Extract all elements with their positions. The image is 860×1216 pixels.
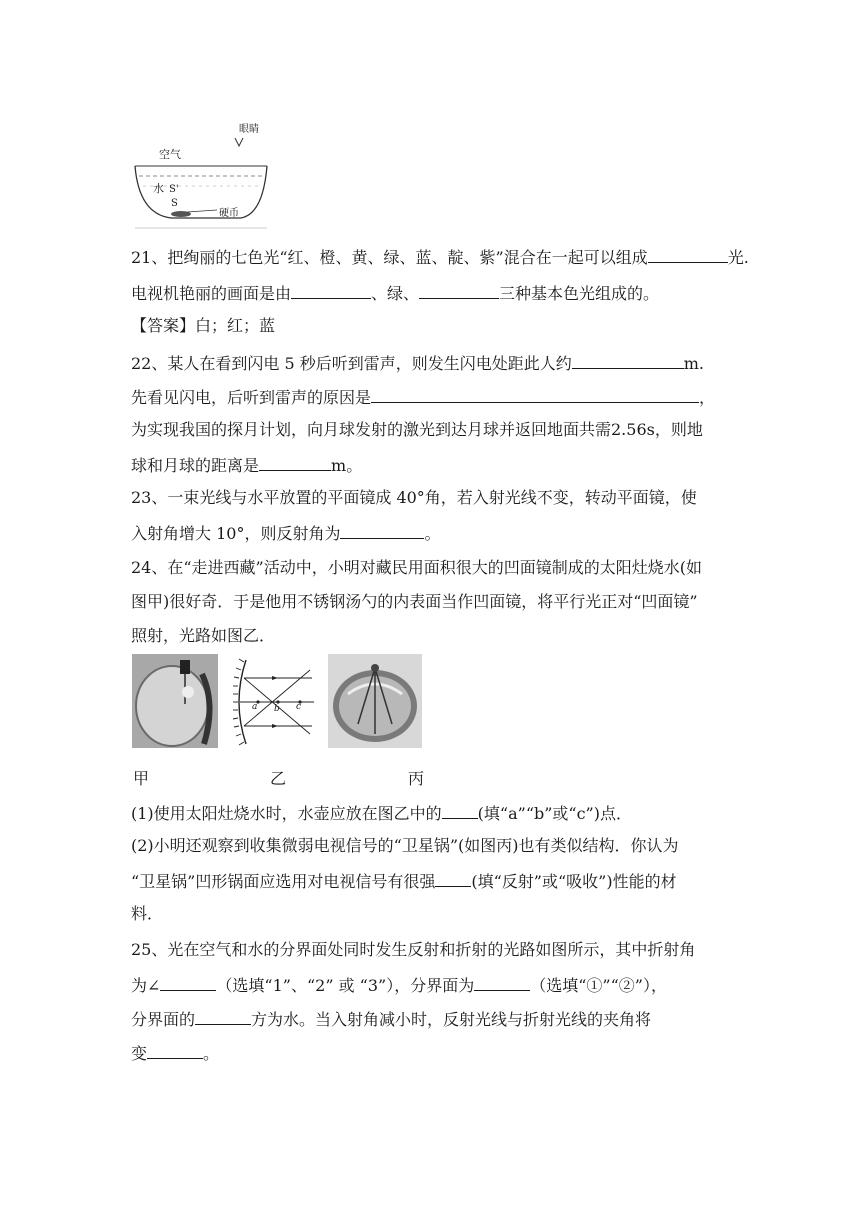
q25-text-4a: 变 <box>131 1044 148 1063</box>
q21-text-1-end: 光. <box>727 248 749 267</box>
q24-sub1 <box>131 802 632 824</box>
q25-blank-4[interactable] <box>147 1042 203 1059</box>
label-water: 水 <box>153 182 164 195</box>
q21-text-2a: 电视机艳丽的画面是由 <box>131 284 292 303</box>
fig-label-bing: 丙 <box>408 769 425 788</box>
q24-blank-1[interactable] <box>442 802 478 819</box>
q25-text-2a: 为∠ <box>131 976 161 995</box>
q25-line4 <box>131 1042 219 1064</box>
q21-text-2c: 三种基本色光组成的。 <box>499 284 660 303</box>
q21-line1 <box>131 246 749 268</box>
q22-text-1-end: m. <box>683 354 704 373</box>
point-c-label: c <box>296 702 302 712</box>
q22-line3: 为实现我国的探月计划，向月球发射的激光到达月球并返回地面共需2.56s，则地 <box>131 420 703 439</box>
ray-diagram <box>232 656 316 748</box>
q21-text-1: 21、把绚丽的七色光“红、橙、黄、绿、蓝、靛、紫”混合在一起可以组成 <box>131 248 648 267</box>
q25-line3 <box>131 1008 651 1030</box>
q23-line2 <box>131 522 440 544</box>
satellite-dish-photo <box>328 654 422 748</box>
q24-sub2-text-b: (填“反射”或“吸收”)性能的材 <box>471 872 677 891</box>
coin-in-water-figure <box>131 118 271 230</box>
q25-blank-2[interactable] <box>474 974 530 991</box>
q25-line2 <box>131 974 667 996</box>
q22-blank-1[interactable] <box>572 352 684 369</box>
q21-blank-1[interactable] <box>648 246 728 263</box>
concave-mirror-diagram <box>232 656 316 748</box>
q22-text-1: 22、某人在看到闪电 5 秒后听到雷声，则发生闪电处距此人约 <box>131 354 572 373</box>
label-coin: 硬币 <box>219 208 239 219</box>
q25-blank-1[interactable] <box>160 974 216 991</box>
q23-text-2: 入射角增大 10°，则反射角为 <box>131 524 341 543</box>
q24-line2: 图甲)很好奇．于是他用不锈钢汤勺的内表面当作凹面镜，将平行光正对“凹面镜” <box>131 592 698 611</box>
q22-blank-2[interactable] <box>371 386 699 403</box>
q21-blank-2[interactable] <box>291 282 371 299</box>
q25-text-4-end: 。 <box>203 1044 220 1063</box>
q22-text-2-end: ， <box>699 388 716 407</box>
q25-text-2b: （选填“1”、“2” 或 “3”），分界面为 <box>216 976 475 995</box>
q21-line2 <box>131 282 659 304</box>
q25-blank-3[interactable] <box>195 1008 251 1025</box>
q22-text-4: 球和月球的距离是 <box>131 456 260 475</box>
q22-line1 <box>131 352 704 374</box>
fig-label-yi: 乙 <box>270 769 287 788</box>
point-b-label: b <box>274 704 280 714</box>
q23-text-2-end: 。 <box>424 524 441 543</box>
point-a-label: a <box>252 702 258 712</box>
q25-text-3b: 方为水。当入射角减小时，反射光线与折射光线的夹角将 <box>251 1010 652 1029</box>
q22-blank-3[interactable] <box>259 454 331 471</box>
q24-line3: 照射，光路如图乙． <box>131 626 276 645</box>
q22-text-2: 先看见闪电，后听到雷声的原因是 <box>131 388 372 407</box>
solar-cooker-photo <box>132 654 218 748</box>
label-s-prime: S' <box>169 184 179 195</box>
label-eye: 眼睛 <box>239 124 259 135</box>
solar-cooker-illustration <box>132 654 218 748</box>
q24-sub2-text-a: “卫星锅”凹形锅面应选用对电视信号有很强 <box>131 872 436 891</box>
q23-line1: 23、一束光线与水平放置的平面镜成 40°角，若入射光线不变，转动平面镜，使 <box>131 488 697 507</box>
q24-sub1-text-a: (1)使用太阳灶烧水时，水壶应放在图乙中的 <box>131 804 442 823</box>
q24-sub1-text-b: (填“a”“b”或“c”)点． <box>477 804 632 823</box>
label-s: S <box>171 198 178 209</box>
q24-blank-2[interactable] <box>435 870 471 887</box>
q24-line1: 24、在“走进西藏”活动中，小明对藏民用面积很大的凹面镜制成的太阳灶烧水(如 <box>131 558 702 577</box>
q23-blank-1[interactable] <box>340 522 424 539</box>
q21-answer: 【答案】白；红；蓝 <box>131 316 276 335</box>
q22-line2 <box>131 386 715 408</box>
q21-blank-3[interactable] <box>419 282 499 299</box>
q21-text-2b: 、绿、 <box>371 284 420 303</box>
q24-sub2-line2 <box>131 870 677 892</box>
label-air: 空气 <box>159 148 181 161</box>
q25-text-3a: 分界面的 <box>131 1010 196 1029</box>
q24-sub2-line1: (2)小明还观察到收集微弱电视信号的“卫星锅”(如图丙)也有类似结构．你认为 <box>131 836 679 855</box>
q24-sub2-line3: 料． <box>131 904 164 923</box>
fig-label-jia: 甲 <box>133 769 150 788</box>
q22-line4 <box>131 454 362 476</box>
q22-text-4-end: m。 <box>331 456 363 475</box>
q25-text-2c: （选填“①”“②”）， <box>530 976 667 995</box>
satellite-dish-illustration <box>328 654 422 748</box>
q25-line1: 25、光在空气和水的分界面处同时发生反射和折射的光路如图所示，其中折射角 <box>131 940 696 959</box>
